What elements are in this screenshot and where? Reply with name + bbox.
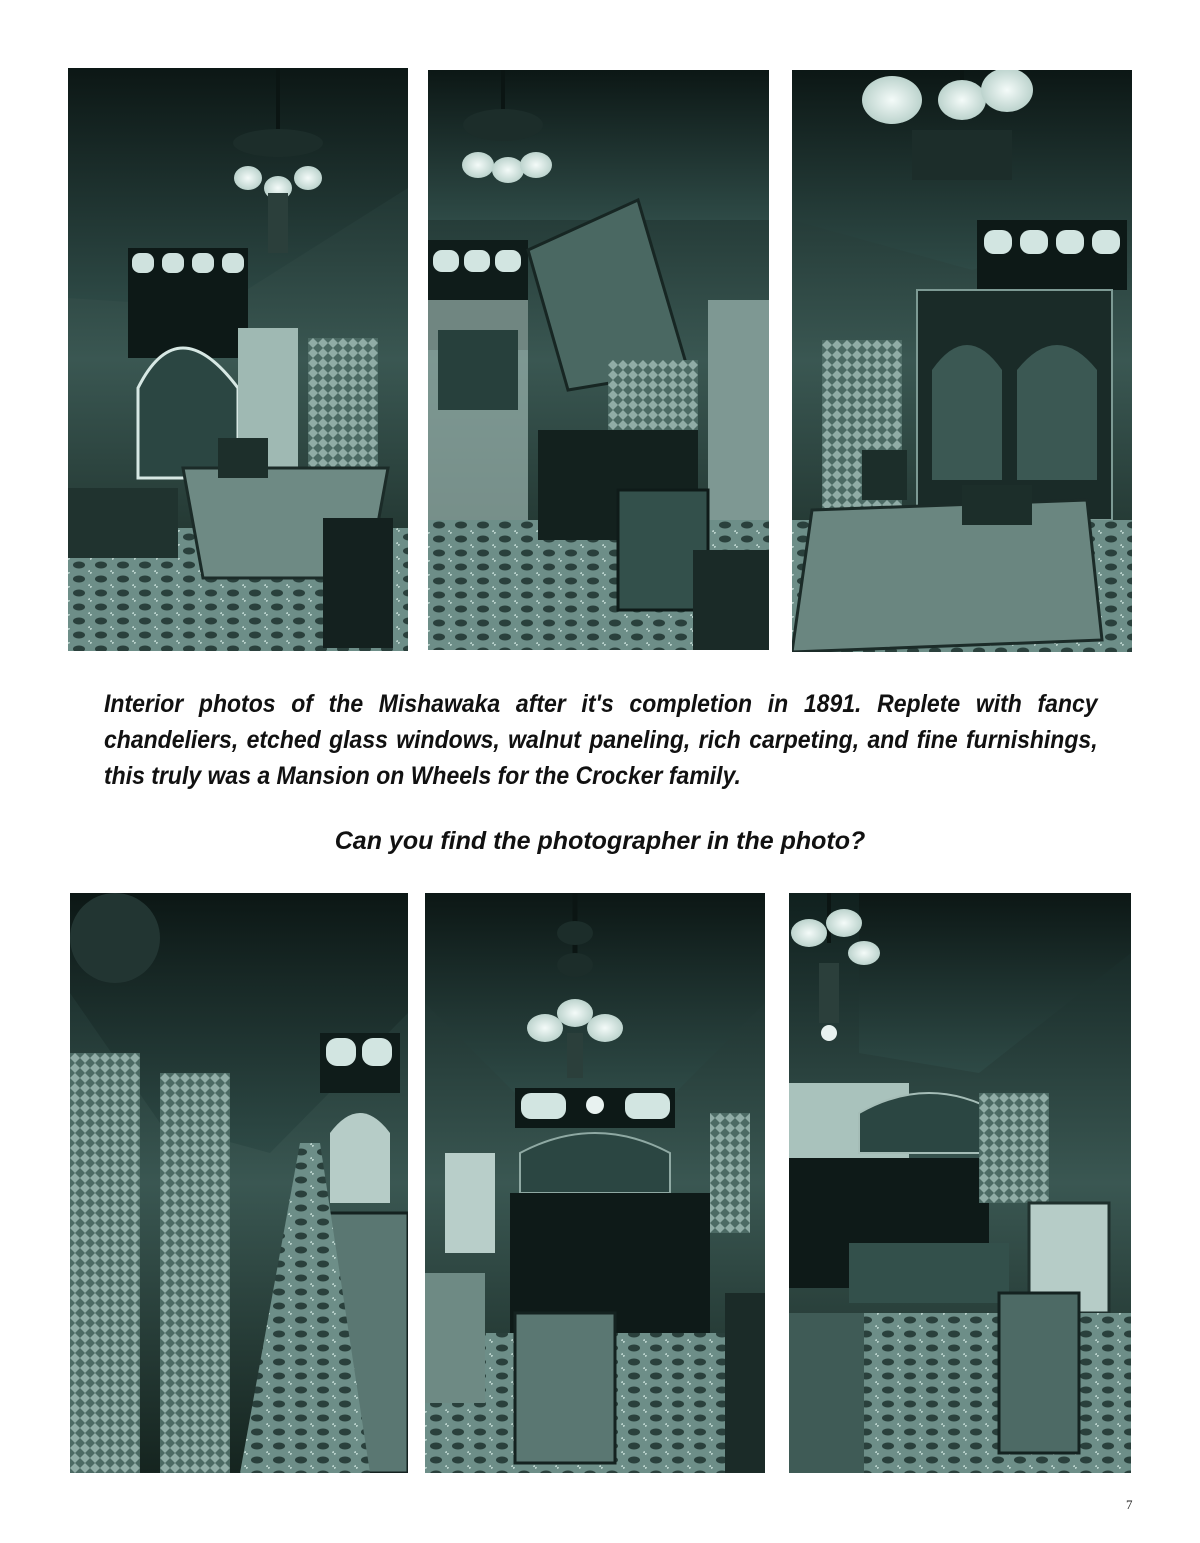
photo-stateroom xyxy=(425,893,765,1473)
photo-bed-alcove xyxy=(789,893,1131,1473)
photo-sofa-alcove xyxy=(428,70,769,650)
photo-cabinet-dining xyxy=(792,70,1132,652)
caption-paragraph: Interior photos of the Mishawaka after it's completion in 1891. Replete with fancy chandeliers, etched glass windows, walnut paneling, rich carpeting, and fine furnishings, this truly was a Mansion on Wheels for the Crocker family. xyxy=(104,690,1098,790)
photo-dining-table xyxy=(68,68,408,651)
caption-question: Can you find the photographer in the photo? xyxy=(334,827,866,855)
photo-corridor xyxy=(70,893,408,1473)
page-number: 7 xyxy=(1126,1497,1133,1512)
